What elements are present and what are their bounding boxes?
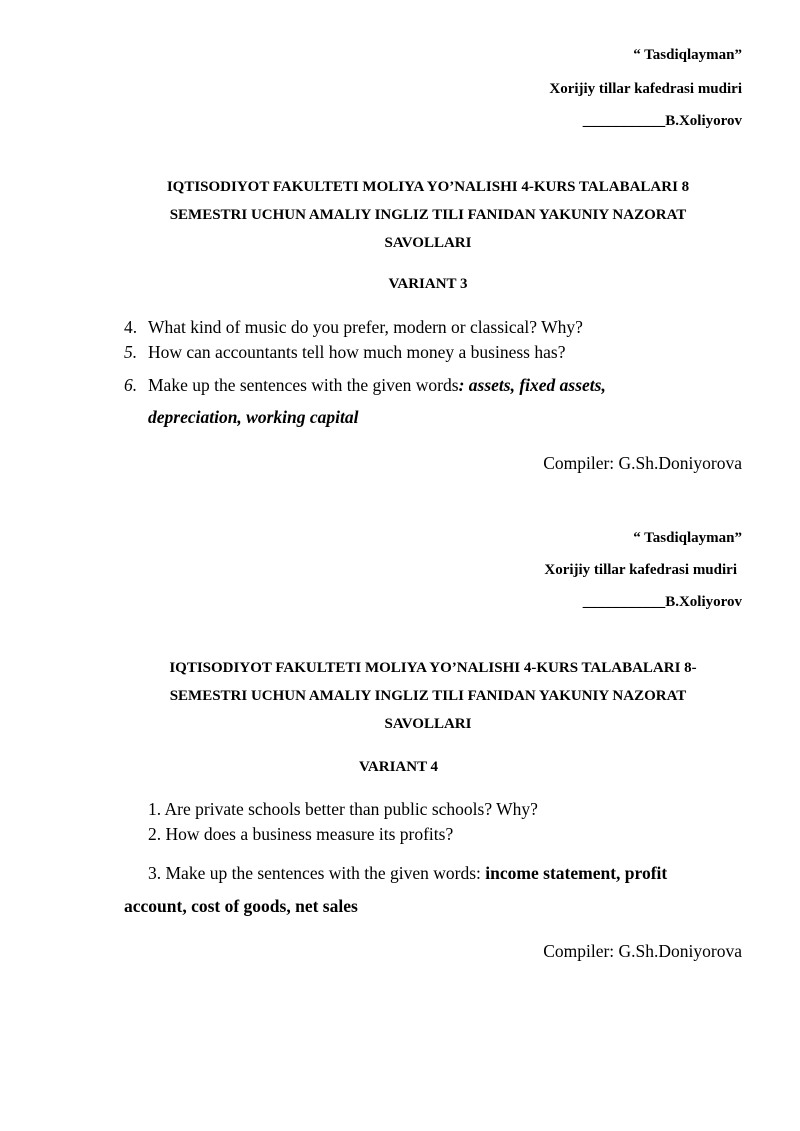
given-words: income statement, profit: [485, 863, 668, 883]
question-item: [148, 799, 538, 820]
given-words: : assets, fixed assets,: [458, 375, 606, 395]
compiler-credit: Compiler: G.Sh.Doniyorova: [543, 453, 742, 473]
approval-title: “ Tasdiqlayman”: [633, 530, 742, 546]
question-text: How does a business measure its profits?: [165, 824, 454, 844]
question-number: 4.: [124, 317, 138, 337]
exam-heading-line1: IQTISODIYOT FAKULTETI MOLIYA YO’NALISHI 4-KURS TALABALARI 8-: [169, 660, 697, 676]
exam-heading-line3: SAVOLLARI: [384, 716, 472, 732]
exam-heading-line3: SAVOLLARI: [384, 235, 472, 251]
question-text: What kind of music do you prefer, modern or classical? Why?: [148, 317, 583, 337]
question-item: [148, 863, 667, 884]
approval-title: “ Tasdiqlayman”: [633, 47, 742, 63]
approval-position: Xorijiy tillar kafedrasi mudiri: [544, 562, 737, 578]
question-number: 2.: [148, 824, 162, 844]
question-number: 1.: [148, 799, 162, 819]
given-words-continued: depreciation, working capital: [148, 407, 359, 427]
approval-position: Xorijiy tillar kafedrasi mudiri: [549, 81, 742, 97]
variant-label: VARIANT 4: [359, 759, 439, 775]
question-item: [124, 375, 606, 396]
exam-heading-line1: IQTISODIYOT FAKULTETI MOLIYA YO’NALISHI 4-KURS TALABALARI 8: [166, 179, 690, 195]
approval-signature: ___________B.Xoliyorov: [582, 594, 742, 610]
approval-signature: ___________B.Xoliyorov: [582, 113, 742, 129]
compiler-credit: Compiler: G.Sh.Doniyorova: [543, 941, 742, 961]
question-item: [124, 342, 565, 363]
question-number: 6.: [124, 375, 138, 395]
question-number: 5.: [124, 342, 138, 362]
exam-heading-line2: SEMESTRI UCHUN AMALIY INGLIZ TILI FANIDAN YAKUNIY NAZORAT: [169, 688, 687, 704]
question-number: 3.: [148, 863, 162, 883]
question-item: [124, 317, 583, 338]
variant-label: VARIANT 3: [388, 276, 468, 292]
question-text: Make up the sentences with the given words:: [165, 863, 486, 883]
question-item: [148, 824, 453, 845]
question-text: Make up the sentences with the given words: [148, 375, 459, 395]
question-text: Are private schools better than public schools? Why?: [164, 799, 538, 819]
exam-heading-line2: SEMESTRI UCHUN AMALIY INGLIZ TILI FANIDAN YAKUNIY NAZORAT: [169, 207, 687, 223]
question-text: How can accountants tell how much money a business has?: [148, 342, 566, 362]
given-words-continued: account, cost of goods, net sales: [124, 896, 358, 916]
